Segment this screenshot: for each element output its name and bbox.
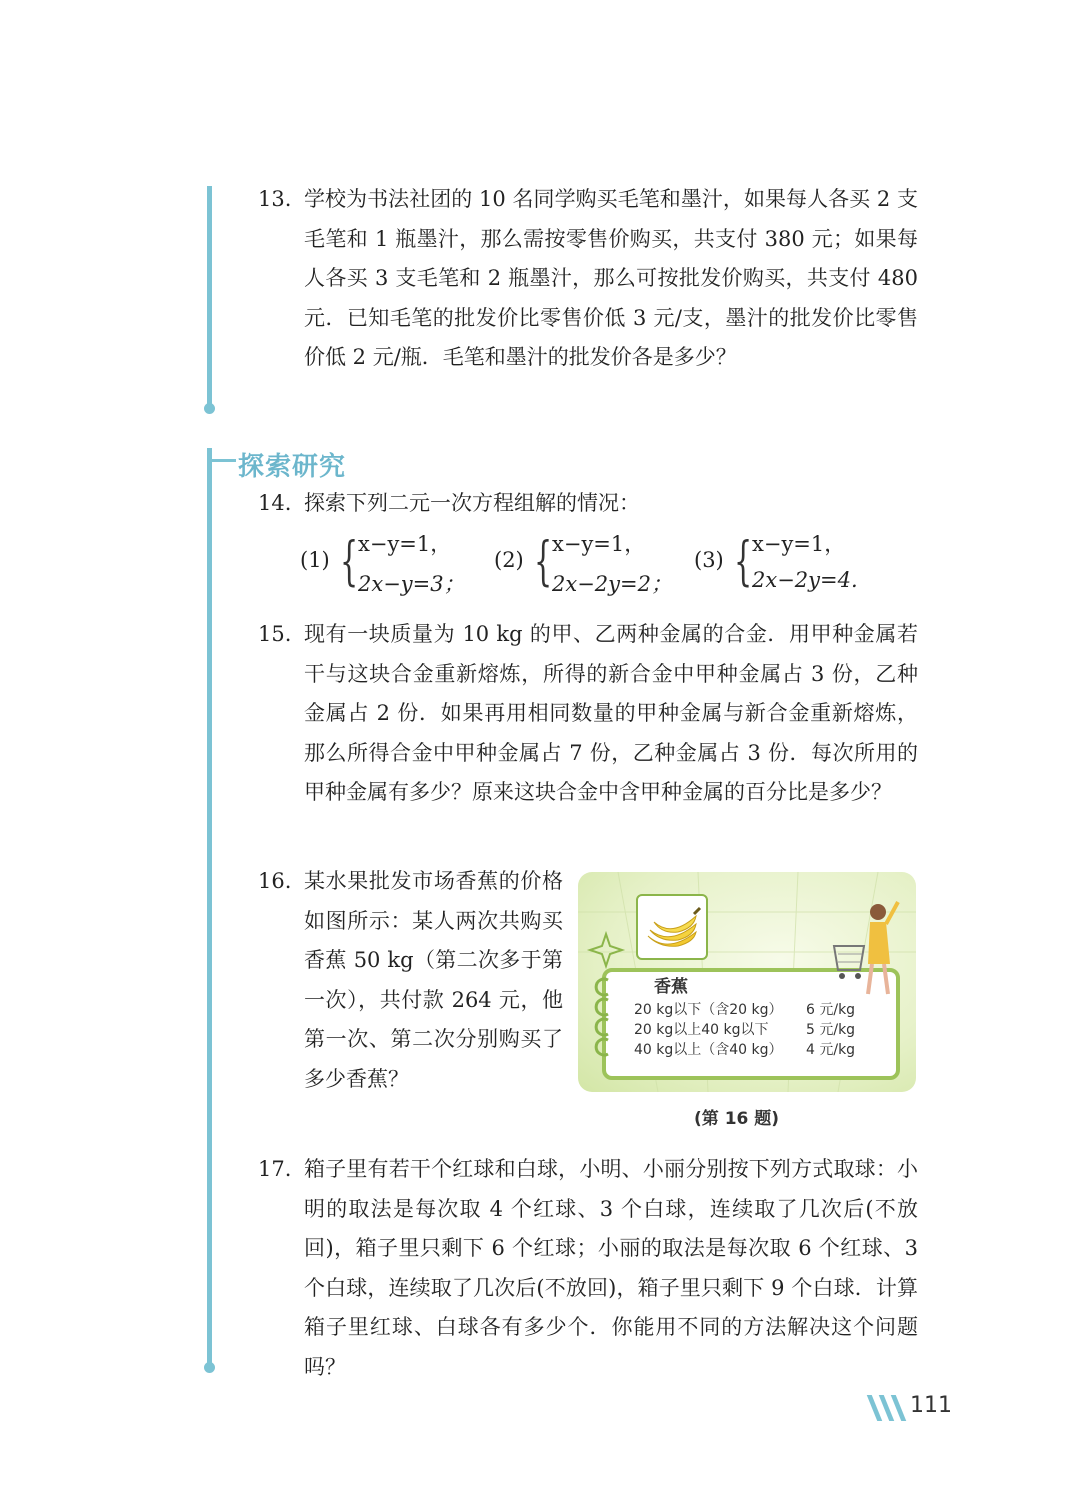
problem-15	[258, 615, 918, 813]
sparkle-icon	[590, 934, 622, 966]
price-card-title: 香蕉	[654, 977, 688, 997]
price-row	[634, 1020, 855, 1040]
unit-price: 6 元/kg	[806, 1002, 856, 1018]
problem-17	[258, 1150, 918, 1388]
section-title: 探索研究	[238, 452, 347, 482]
margin-bar-main	[207, 448, 212, 1366]
spiral-binding-icon	[590, 972, 620, 1062]
problem-text: 箱子里有若干个红球和白球，小明、小丽分别按下列方式取球：小明的取法是每次取 4 个红球、3 个白球，连续取了几次后(不放回)，箱子里只剩下 6 个红球；小丽的取法是每次取 6 个红球、3 个白球，连续取了几次后(不放回)，箱子里只剩下 9 个白球．计算箱子里红球、白球各有多少个．你能用不同的方法解决这个问题吗？	[304, 1157, 918, 1379]
equation: x−y=1，	[552, 532, 646, 556]
problem-text: 某水果批发市场香蕉的价格如图所示：某人两次共购买香蕉 50 kg（第二次多于第一次），共付款 264 元，他第一次、第二次分别购买了多少香蕉？	[304, 869, 563, 1091]
problem-number: 16.	[258, 869, 292, 893]
banana-icon	[638, 896, 706, 958]
margin-bar-main-dot	[204, 1362, 215, 1373]
problem-14	[258, 484, 918, 524]
equation: 2x−y=3；	[358, 572, 465, 596]
figure-caption: (第 16 题)	[694, 1109, 780, 1129]
equation: 2x−2y=4.	[752, 568, 858, 592]
shopper-cart-icon	[828, 894, 908, 1004]
section-rule	[208, 459, 236, 462]
unit-price: 5 元/kg	[806, 1022, 856, 1038]
equation: 2x−2y=2；	[552, 572, 672, 596]
problem-text: 探索下列二元一次方程组解的情况：	[304, 491, 640, 515]
problem-16	[258, 862, 563, 1100]
problem-text: 学校为书法社团的 10 名同学购买毛笔和墨汁，如果每人各买 2 支毛笔和 1 瓶墨汁，那么需按零售价购买，共支付 380 元；如果每人各买 3 支毛笔和 2 瓶墨汁，那么可按批发价购买，共支付 480 元．已知毛笔的批发价比零售价低 3 元/支，墨汁的批发价比零售价低 2 元/瓶．毛笔和墨汁的批发价各是多少？	[304, 187, 918, 370]
system-label: (3)	[694, 548, 724, 572]
weight-range: 40 kg以上（含40 kg）	[634, 1042, 783, 1058]
system-label: (1)	[300, 548, 330, 572]
price-table	[634, 1000, 855, 1060]
problem-number: 13.	[258, 187, 292, 211]
banana-price-card	[578, 872, 916, 1092]
problem-13	[258, 180, 918, 378]
equation: x−y=1，	[358, 532, 452, 556]
margin-bar-top-dot	[204, 403, 215, 414]
system-label: (2)	[494, 548, 524, 572]
problem-number: 14.	[258, 491, 292, 515]
page-number: 111	[910, 1393, 952, 1418]
price-row	[634, 1040, 855, 1060]
problem-number: 17.	[258, 1157, 292, 1181]
problem-text: 现有一块质量为 10 kg 的甲、乙两种金属的合金．用甲种金属若干与这块合金重新熔炼，所得的新合金中甲种金属占 3 份，乙种金属占 2 份．如果再用相同数量的甲种金属与新合金重新熔炼，那么所得合金中甲种金属占 7 份，乙种金属占 3 份．每次所用的甲种金属有多少？原来这块合金中含甲种金属的百分比是多少？	[304, 622, 918, 805]
unit-price: 4 元/kg	[806, 1042, 856, 1058]
banana-thumbnail	[636, 894, 708, 960]
problem-number: 15.	[258, 622, 292, 646]
price-row	[634, 1000, 855, 1020]
equation: x−y=1，	[752, 532, 846, 556]
brace-symbol: {	[534, 532, 553, 592]
margin-bar-top	[207, 186, 212, 410]
brace-symbol: {	[734, 532, 753, 592]
brace-symbol: {	[340, 532, 359, 592]
weight-range: 20 kg以上40 kg以下	[634, 1022, 769, 1038]
weight-range: 20 kg以下（含20 kg）	[634, 1002, 783, 1018]
